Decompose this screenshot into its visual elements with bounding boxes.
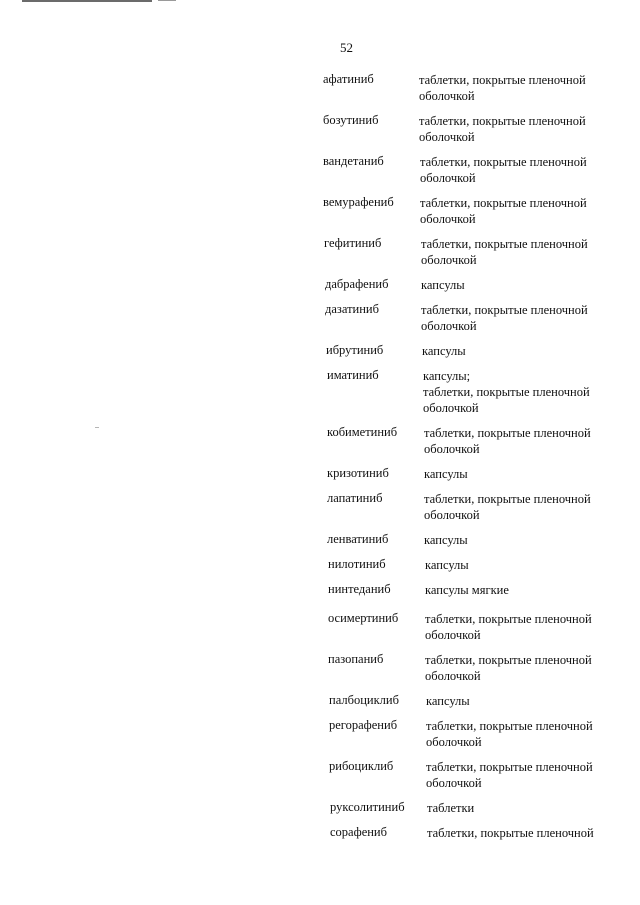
dosage-form-cell: таблетки, покрытые пленочной оболочкой — [419, 114, 586, 144]
dosage-form-cell: таблетки, покрытые пленочной — [427, 826, 594, 840]
drug-name-cell: нилотиниб — [328, 557, 386, 571]
dosage-form-cell: таблетки, покрытые пленочной оболочкой — [424, 492, 591, 522]
dosage-form-cell: капсулы — [425, 558, 469, 572]
drug-name-cell: лапатиниб — [327, 491, 383, 505]
dosage-form-cell: таблетки, покрытые пленочной оболочкой — [425, 612, 592, 642]
drug-name-cell: осимертиниб — [328, 611, 399, 625]
dosage-form-cell: таблетки, покрытые пленочной оболочкой — [426, 719, 593, 749]
drug-name-cell: вандетаниб — [323, 154, 384, 168]
drug-name-cell: ленватиниб — [327, 532, 389, 546]
drug-name-cell: дабрафениб — [325, 277, 389, 291]
drug-name-cell: кобиметиниб — [327, 425, 398, 439]
dosage-form-cell: капсулы — [424, 533, 468, 547]
dosage-form-cell: таблетки, покрытые пленочной оболочкой — [421, 303, 588, 333]
drug-name-cell: ибрутиниб — [326, 343, 384, 357]
dosage-form-cell: капсулы — [426, 694, 470, 708]
drug-name-cell: нинтеданиб — [328, 582, 391, 596]
page-number: 52 — [340, 40, 353, 55]
dosage-form-cell: таблетки, покрытые пленочной оболочкой — [424, 426, 591, 456]
dosage-form-cell: таблетки, покрытые пленочной оболочкой — [419, 73, 586, 103]
dosage-form-cell: таблетки, покрытые пленочной оболочкой — [426, 760, 593, 790]
dosage-form-cell: капсулы — [422, 344, 466, 358]
dosage-form-cell: капсулы — [421, 278, 465, 292]
dosage-form-cell: таблетки, покрытые пленочной оболочкой — [421, 237, 588, 267]
drug-name-cell: регорафениб — [329, 718, 398, 732]
dosage-form-cell: таблетки, покрытые пленочной оболочкой — [425, 653, 592, 683]
drug-name-cell: дазатиниб — [325, 302, 379, 316]
dosage-form-cell: капсулы; таблетки, покрытые пленочной оболочкой — [423, 369, 590, 415]
drug-name-cell: рибоциклиб — [329, 759, 394, 773]
dosage-form-cell: капсулы — [424, 467, 468, 481]
drug-name-cell: кризотиниб — [327, 466, 389, 480]
drug-name-cell: палбоциклиб — [329, 693, 399, 707]
drug-name-cell: иматиниб — [327, 368, 379, 382]
dosage-form-cell: капсулы мягкие — [425, 583, 509, 597]
dosage-form-cell: таблетки, покрытые пленочной оболочкой — [420, 196, 587, 226]
drug-name-cell: афатиниб — [323, 72, 374, 86]
drug-name-cell: вемурафениб — [323, 195, 394, 209]
drug-name-cell: руксолитиниб — [330, 800, 405, 814]
drug-name-cell: пазопаниб — [328, 652, 384, 666]
drug-name-cell: гефитиниб — [324, 236, 382, 250]
dosage-form-cell: таблетки — [427, 801, 475, 815]
drug-name-cell: сорафениб — [330, 825, 387, 839]
dosage-form-cell: таблетки, покрытые пленочной оболочкой — [420, 155, 587, 185]
drug-name-cell: бозутиниб — [323, 113, 379, 127]
